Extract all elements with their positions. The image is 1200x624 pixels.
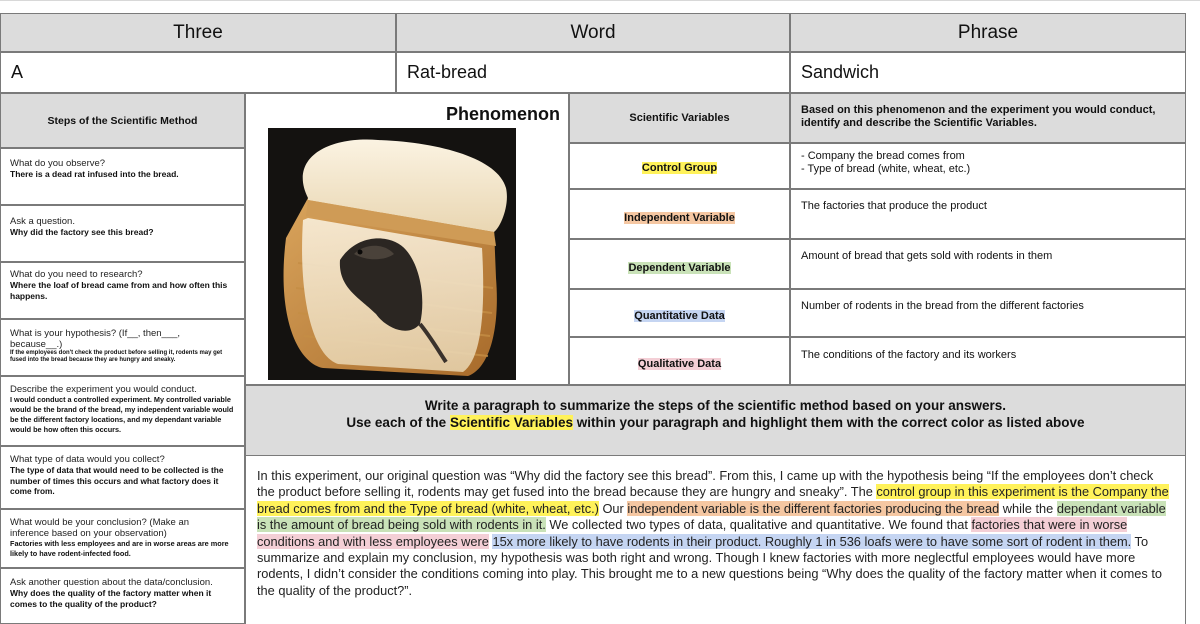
phenomenon-cell <box>245 93 569 385</box>
step-question: What type of data would you collect? <box>10 454 165 465</box>
variable-quantitative-desc: Number of rodents in the bread from the different factories <box>790 289 1186 337</box>
summary-text: Use each of the <box>346 415 450 430</box>
step-hypothesis <box>0 319 245 376</box>
variable-control-desc <box>790 143 1186 189</box>
step-answer: Where the loaf of bread came from and how often this happens. <box>10 280 228 301</box>
summary-line-2 <box>246 414 1185 431</box>
variable-desc-line: - Company the bread comes from <box>801 150 965 162</box>
highlight-independent-variable: independent variable is the different factories producing the bread <box>627 500 1000 516</box>
paragraph-text: while the <box>999 500 1057 516</box>
variable-name: Control Group <box>641 162 718 174</box>
step-question: What do you observe? <box>10 158 106 169</box>
variable-name: Dependent Variable <box>628 262 731 274</box>
step-answer: There is a dead rat infused into the bread. <box>10 169 179 179</box>
variable-name: Independent Variable <box>624 212 735 224</box>
variable-control-group <box>569 143 790 189</box>
rat-bread-photo <box>268 128 516 380</box>
step-experiment <box>0 376 245 446</box>
step-observe <box>0 148 245 205</box>
variable-qualitative <box>569 337 790 385</box>
step-question: Describe the experiment you would conduct. <box>10 384 197 395</box>
highlight-dependent-variable: dependant variable is the amount of bread being sold with rodents in it. <box>257 500 1166 533</box>
variable-quantitative <box>569 289 790 337</box>
step-data <box>0 446 245 509</box>
variable-name: Quantitative Data <box>634 310 725 322</box>
step-new-question <box>0 568 245 624</box>
step-answer: Why did the factory see this bread? <box>10 227 154 237</box>
step-question: What do you need to research? <box>10 269 143 280</box>
summary-text: within your paragraph and highlight them with the correct color as listed above <box>573 415 1085 430</box>
description-header: Based on this phenomenon and the experiment you would conduct, identify and describe the Scientific Variables. <box>790 93 1186 143</box>
paragraph-text: Our <box>598 500 628 516</box>
step-answer: The type of data that would need to be collected is the number of times this occurs and what factory does it come from. <box>10 465 224 496</box>
cell-three-value: A <box>0 52 396 93</box>
summary-line-1: Write a paragraph to summarize the steps of the scientific method based on your answers. <box>424 398 1007 413</box>
highlight-qualitative-data: factories that were in worse conditions and with less employees were <box>257 517 1128 549</box>
variable-dependent-desc: Amount of bread that gets sold with rodents in them <box>790 239 1186 289</box>
variable-qualitative-desc: The conditions of the factory and its workers <box>790 337 1186 385</box>
variable-dependent <box>569 239 790 289</box>
step-conclusion <box>0 509 245 568</box>
variables-header: Scientific Variables <box>569 93 790 143</box>
cell-word-value: Rat-bread <box>396 52 790 93</box>
variable-desc-line: - Type of bread (white, wheat, etc.) <box>801 163 971 175</box>
highlight-control-group: control group in this experiment is the Company the bread comes from and the Type of bread (white, wheat, etc.) <box>257 484 1169 516</box>
steps-header: Steps of the Scientific Method <box>0 93 245 148</box>
step-answer: If the employees don't check the product before selling it, rodents may get fused into the bread because they are hungry and sneaky. <box>10 350 223 363</box>
step-question: What would be your conclusion? (Make an inference based on your observation) <box>10 517 190 539</box>
header-phrase: Phrase <box>790 13 1186 52</box>
top-border <box>0 0 1200 13</box>
variable-independent <box>569 189 790 239</box>
cell-phrase-value: Sandwich <box>790 52 1186 93</box>
step-research <box>0 262 245 319</box>
paragraph-text: In this experiment, our original question was “Why did the factory see this bread”. From this, I came up with the hypothesis being “If the employees don’t check the product before selling it, rodents may get fused into the bread because they are hungry and sneaky”. The <box>257 468 1154 500</box>
variable-independent-desc: The factories that produce the product <box>790 189 1186 239</box>
header-three: Three <box>0 13 396 52</box>
step-question: What is your hypothesis? (If__, then___, because__.) <box>10 328 181 350</box>
step-answer: Factories with less employees and are in worse areas are more likely to have rodent-infected food. <box>10 539 229 558</box>
summary-paragraph <box>245 456 1186 624</box>
step-answer: Why does the quality of the factory matter when it comes to the quality of the product? <box>10 588 212 609</box>
header-word: Word <box>396 13 790 52</box>
step-answer: I would conduct a controlled experiment. My controlled variable would be the brand of the bread, my independent variable would be the different factory locations, and my dependant variable would be how often this occurs. <box>10 395 234 434</box>
highlight-quantitative-data: 15x more likely to have rodents in their product. Roughly 1 in 536 loafs were to have some sort of rodent in them. <box>492 533 1132 549</box>
summary-highlight: Scientific Variables <box>449 415 573 430</box>
paragraph-text: We collected two types of data, qualitative and quantitative. We found that <box>545 517 972 533</box>
phenomenon-title: Phenomenon <box>445 104 560 124</box>
step-question: Ask another question about the data/conclusion. <box>10 577 213 588</box>
variable-name: Qualitative Data <box>637 358 722 370</box>
paragraph-text: To summarize and explain my conclusion, my hypothesis was both right and wrong. Though I knew factories with more neglectful employees would have more rodents, I didn’t consider the conditions coming into play. This brought me to a new questions being “Why does the quality of the factory matter when it comes to the quality of the product?”. <box>257 533 1163 598</box>
step-question: Ask a question. <box>10 216 75 227</box>
step-question-ask <box>0 205 245 262</box>
summary-instructions <box>245 385 1186 456</box>
